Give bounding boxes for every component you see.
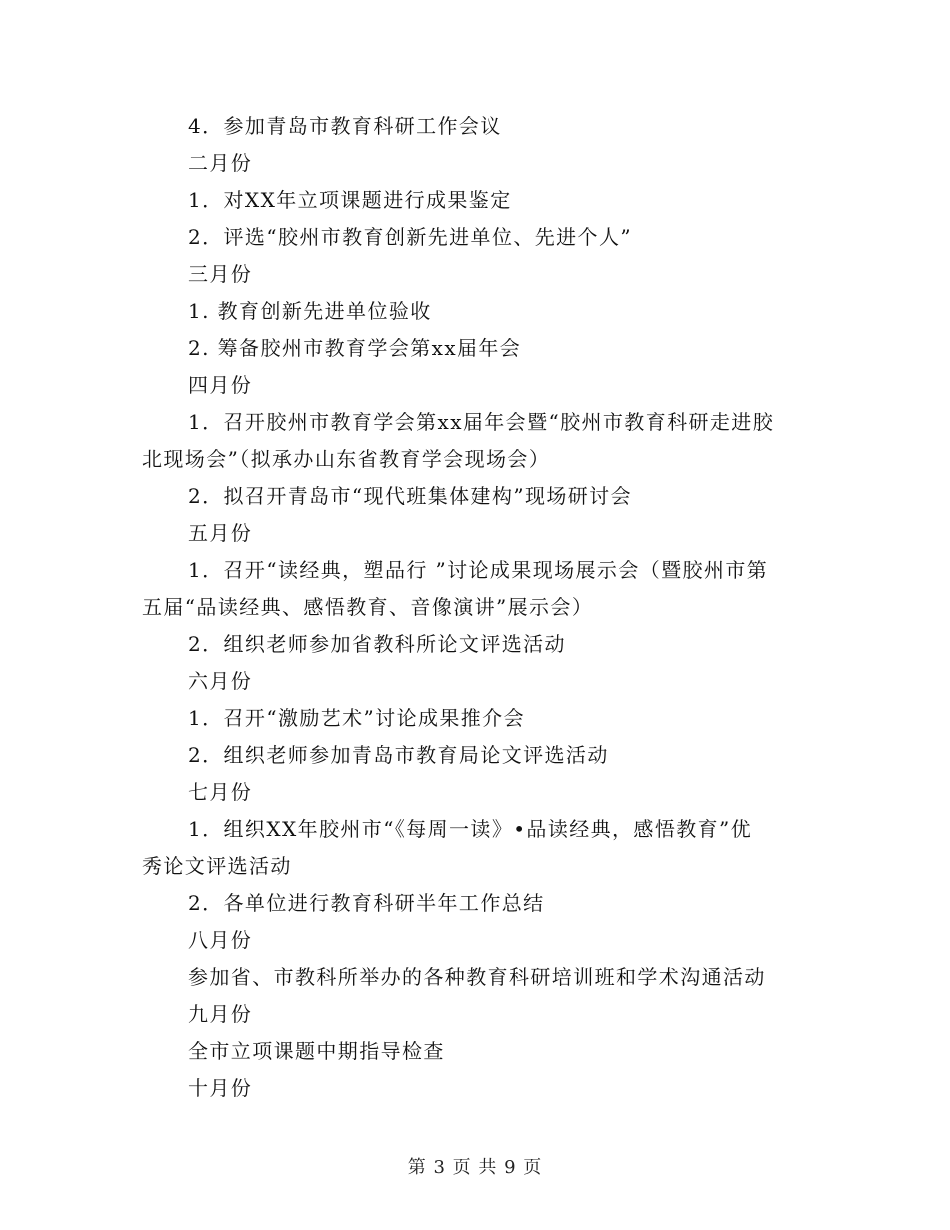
- section-heading-march: 三月份: [188, 262, 253, 286]
- text-line: 2．各单位进行教育科研半年工作总结: [188, 891, 545, 915]
- text-line: 2．评选“胶州市教育创新先进单位、先进个人”: [188, 225, 632, 249]
- text-line: 1．召开“读经典，塑品行 ”讨论成果现场展示会（暨胶州市第: [188, 558, 769, 582]
- section-heading-april: 四月份: [188, 373, 253, 397]
- section-heading-february: 二月份: [188, 151, 253, 175]
- section-heading-july: 七月份: [188, 780, 253, 804]
- text-line: 1．对XX年立项课题进行成果鉴定: [188, 188, 512, 212]
- text-line: 4．参加青岛市教育科研工作会议: [188, 114, 502, 138]
- text-line: 2．拟召开青岛市“现代班集体建构”现场研讨会: [188, 484, 632, 508]
- text-line: 参加省、市教科所举办的各种教育科研培训班和学术沟通活动: [188, 965, 766, 989]
- text-line-continuation: 秀论文评选活动: [142, 854, 292, 878]
- section-heading-may: 五月份: [188, 521, 253, 545]
- text-line: 全市立项课题中期指导检查: [188, 1039, 445, 1063]
- section-heading-october: 十月份: [188, 1076, 253, 1100]
- text-line: 2．组织老师参加青岛市教育局论文评选活动: [188, 743, 609, 767]
- section-heading-august: 八月份: [188, 928, 253, 952]
- text-line: 1. 教育创新先进单位验收: [188, 299, 432, 323]
- document-body: [142, 108, 810, 1107]
- text-line-continuation: 北现场会”（拟承办山东省教育学会现场会）: [142, 447, 551, 471]
- section-heading-september: 九月份: [188, 1002, 253, 1026]
- page-number-footer: 第 3 页 共 9 页: [407, 1157, 543, 1178]
- text-line: 1．召开胶州市教育学会第xx届年会暨“胶州市教育科研走进胶: [188, 410, 775, 434]
- text-line: 1．组织XX年胶州市“《每周一读》•品读经典，感悟教育”优: [188, 817, 753, 841]
- section-heading-june: 六月份: [188, 669, 253, 693]
- text-line: 1．召开“激励艺术”讨论成果推介会: [188, 706, 525, 730]
- text-line: 2．组织老师参加省教科所论文评选活动: [188, 632, 566, 656]
- text-line: 2. 筹备胶州市教育学会第xx届年会: [188, 336, 522, 360]
- text-line-continuation: 五届“品读经典、感悟教育、音像演讲”展示会）: [142, 595, 594, 619]
